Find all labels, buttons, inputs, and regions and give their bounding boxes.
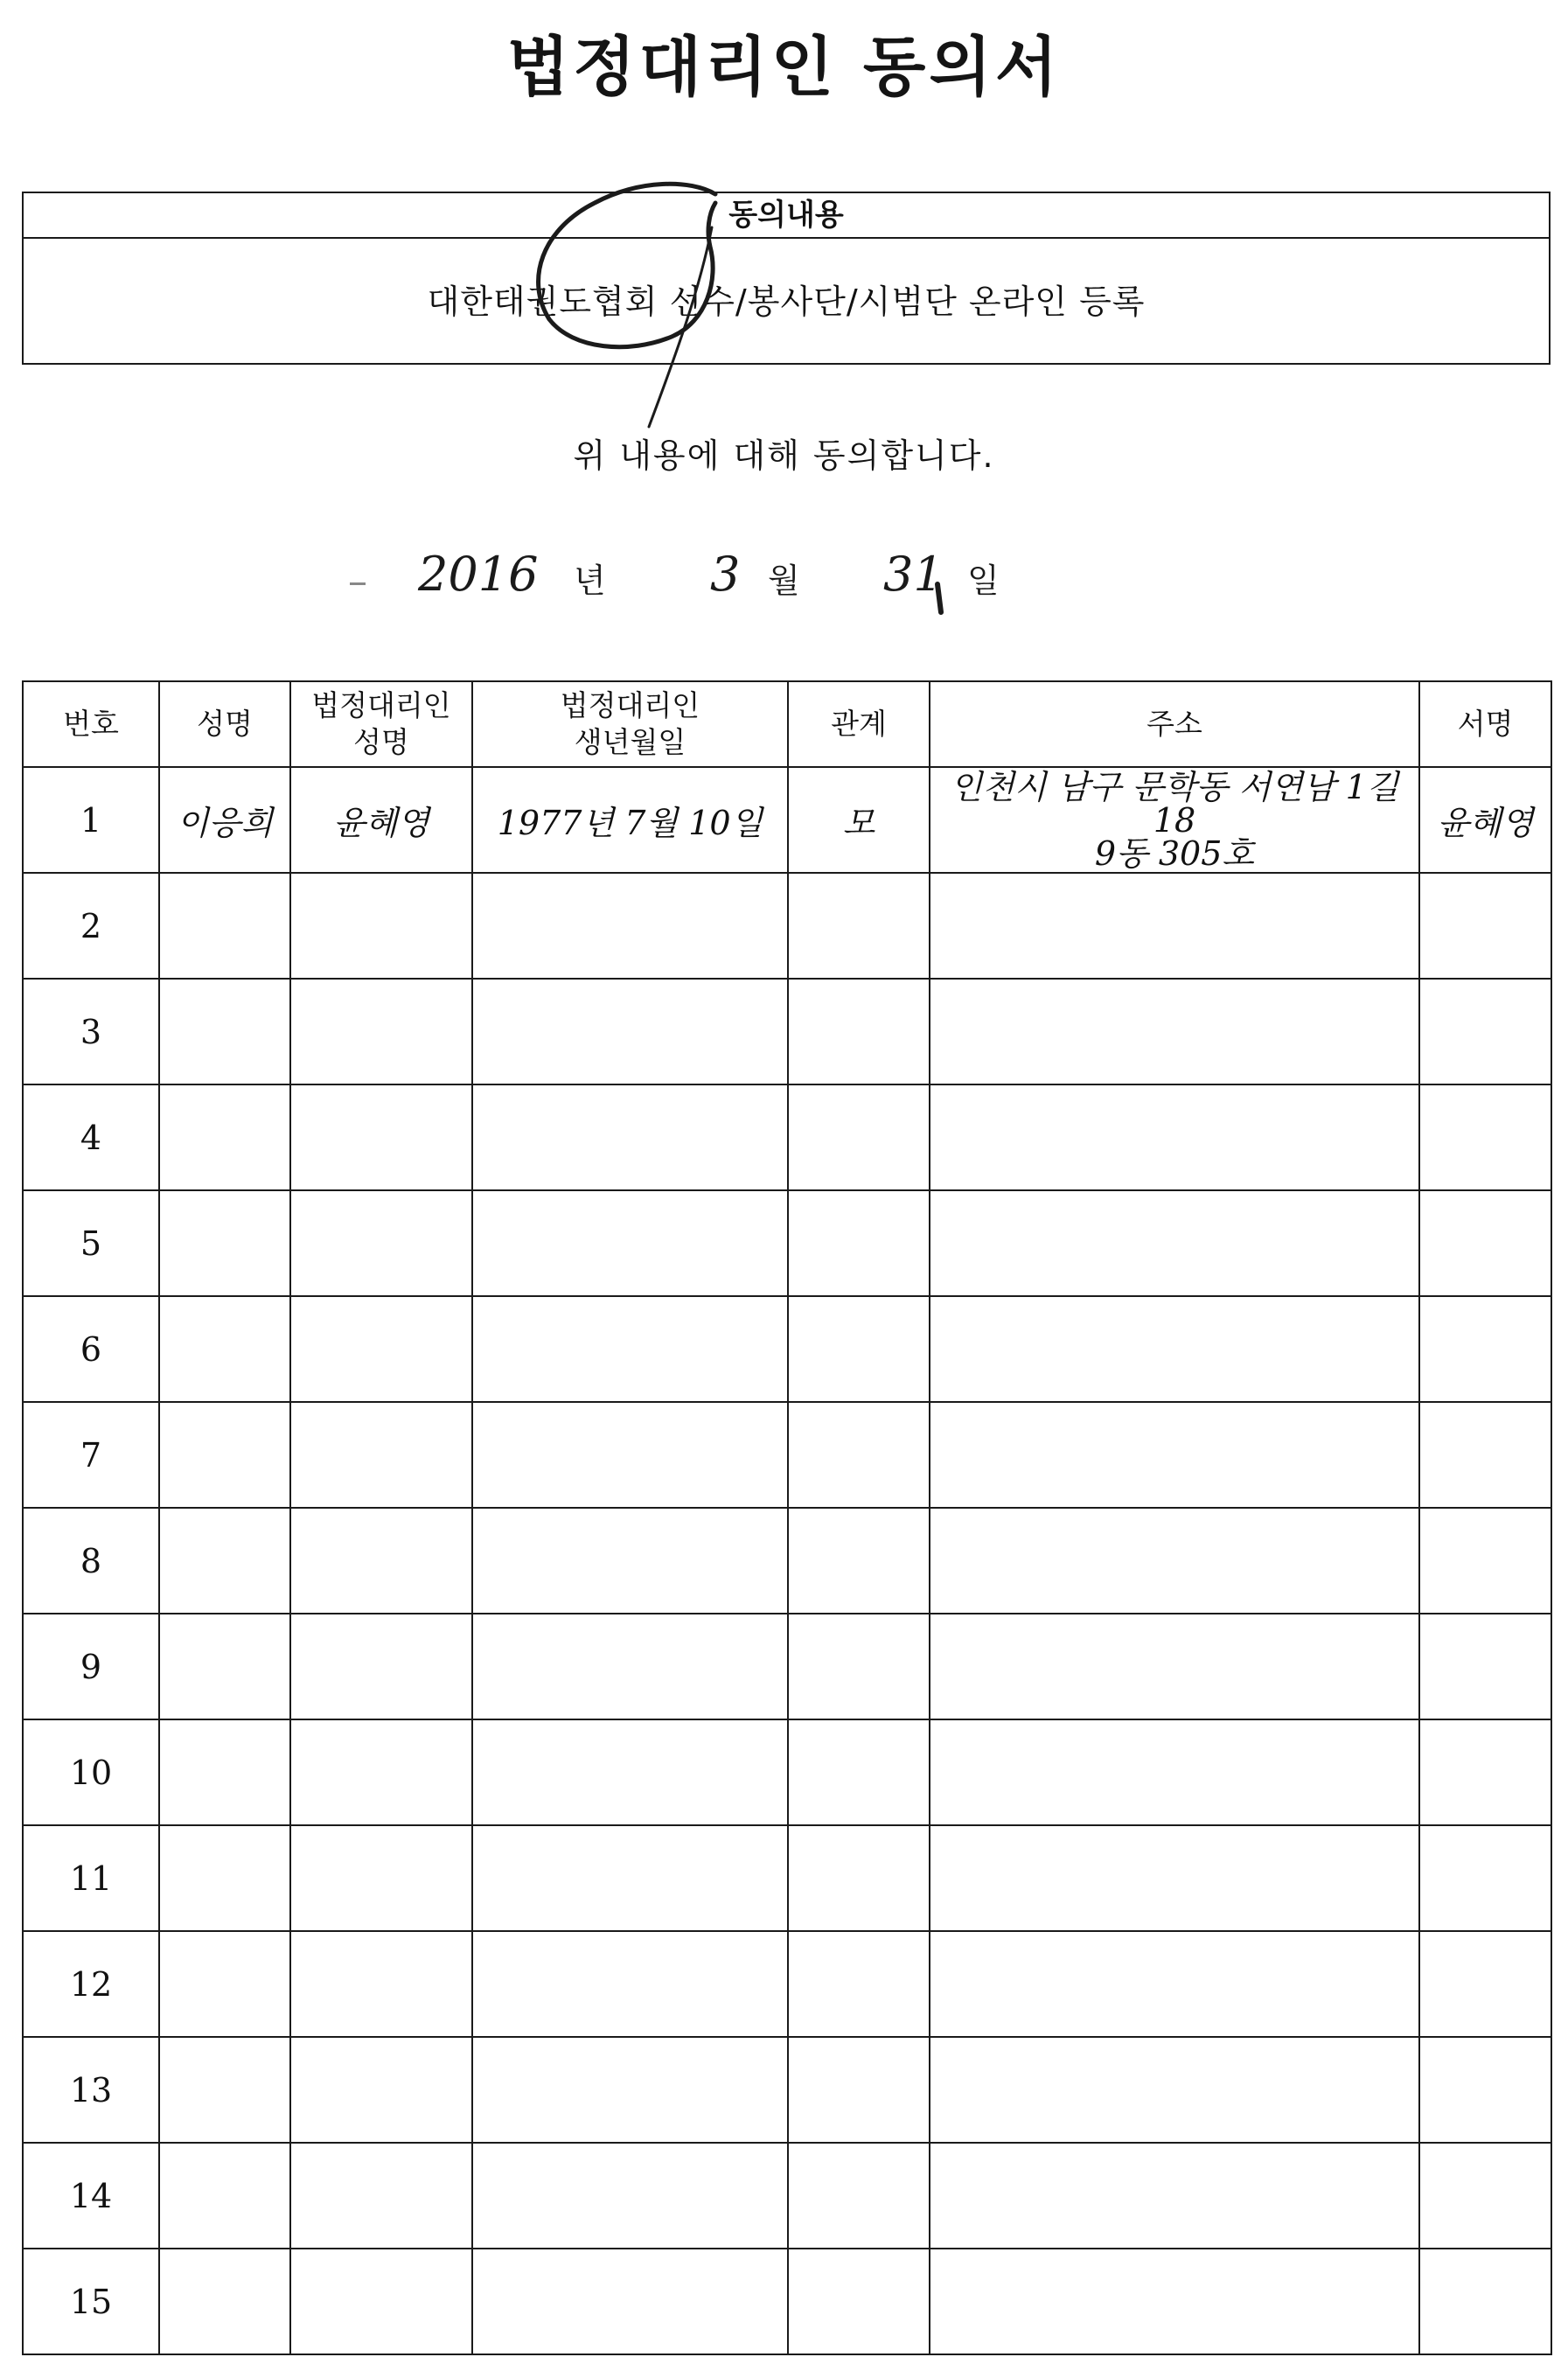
cell-guardian-name [290, 1508, 472, 1614]
cell-guardian-name [290, 1296, 472, 1402]
cell-guardian-name [290, 1719, 472, 1825]
cell-address [930, 1190, 1419, 1296]
cell-address [930, 767, 1419, 873]
header-no: 번호 [23, 681, 159, 767]
cell-signature [1419, 1719, 1551, 1825]
cell-relation [788, 1190, 930, 1296]
cell-signature [1419, 1296, 1551, 1402]
cell-relation [788, 2037, 930, 2143]
cell-guardian-name [290, 1931, 472, 2037]
cell-guardian-birth [472, 2037, 788, 2143]
table-row [23, 1084, 1551, 1190]
cell-relation [788, 873, 930, 979]
cell-relation [788, 1402, 930, 1508]
cell-signature [1419, 1508, 1551, 1614]
cell-guardian-name [290, 2037, 472, 2143]
cell-relation [788, 1719, 930, 1825]
cell-name [159, 2037, 290, 2143]
table-row [23, 1402, 1551, 1508]
cell-address [930, 1931, 1419, 2037]
cell-signature [1419, 1931, 1551, 2037]
cell-guardian-birth: 1977년 7월 10일 [472, 767, 788, 873]
cell-signature [1419, 2037, 1551, 2143]
header-signature: 서명 [1419, 681, 1551, 767]
cell-guardian-name [290, 1825, 472, 1931]
cell-guardian-name [290, 2249, 472, 2354]
header-guardian-birth-line2: 생년월일 [574, 725, 686, 759]
cell-no: 13 [23, 2037, 159, 2143]
cell-guardian-name [290, 1614, 472, 1719]
cell-signature [1419, 2249, 1551, 2354]
cell-no: 2 [23, 873, 159, 979]
cell-relation [788, 1931, 930, 2037]
cell-guardian-birth [472, 979, 788, 1084]
cell-address [930, 2037, 1419, 2143]
cell-address [930, 1614, 1419, 1719]
table-row [23, 1614, 1551, 1719]
cell-address-line1: 인천시 남구 문학동 서연남 1길 18 [950, 767, 1399, 840]
header-guardian-name [290, 681, 472, 767]
cell-signature [1419, 1190, 1551, 1296]
guardian-registration-table [22, 680, 1552, 2355]
cell-address [930, 2249, 1419, 2354]
table-row [23, 2143, 1551, 2249]
agreement-statement: 위 내용에 대해 동의합니다. [573, 436, 995, 475]
cell-no: 6 [23, 1296, 159, 1402]
cell-relation [788, 979, 930, 1084]
cell-guardian-birth [472, 1084, 788, 1190]
cell-name: 이응희 [159, 767, 290, 873]
cell-relation [788, 2249, 930, 2354]
cell-guardian-name [290, 2143, 472, 2249]
cell-no: 3 [23, 979, 159, 1084]
table-row [23, 767, 1551, 873]
cell-relation [788, 1084, 930, 1190]
cell-guardian-name [290, 1190, 472, 1296]
cell-guardian-birth [472, 1402, 788, 1508]
cell-relation [788, 1296, 930, 1402]
cell-guardian-birth [472, 1931, 788, 2037]
cell-address [930, 1084, 1419, 1190]
header-guardian-name-line2: 성명 [353, 725, 409, 759]
date-month-unit: 월 [768, 561, 800, 600]
cell-no: 9 [23, 1614, 159, 1719]
cell-guardian-name [290, 1402, 472, 1508]
table-row [23, 1296, 1551, 1402]
table-row [23, 1825, 1551, 1931]
consent-date [0, 538, 1568, 617]
cell-no: 15 [23, 2249, 159, 2354]
header-guardian-birth [472, 681, 788, 767]
date-day: 31 [883, 547, 944, 602]
cell-relation [788, 1614, 930, 1719]
consent-text: 대한태권도협회 선수/봉사단/시범단 온라인 등록 [427, 282, 1146, 321]
cell-guardian-name [290, 1084, 472, 1190]
table-row [23, 979, 1551, 1084]
table-row [23, 1508, 1551, 1614]
cell-address [930, 1825, 1419, 1931]
cell-name [159, 1719, 290, 1825]
cell-relation [788, 1825, 930, 1931]
cell-guardian-name: 윤혜영 [290, 767, 472, 873]
cell-name [159, 2249, 290, 2354]
cell-name [159, 1190, 290, 1296]
header-relation: 관계 [788, 681, 930, 767]
cell-no: 11 [23, 1825, 159, 1931]
cell-no: 4 [23, 1084, 159, 1190]
date-year: 2016 [418, 547, 539, 602]
table-row [23, 2249, 1551, 2354]
cell-name [159, 1402, 290, 1508]
cell-no: 5 [23, 1190, 159, 1296]
cell-relation [788, 1508, 930, 1614]
header-address: 주소 [930, 681, 1419, 767]
cell-guardian-birth [472, 873, 788, 979]
table-row [23, 2037, 1551, 2143]
table-row [23, 873, 1551, 979]
cell-signature [1419, 1084, 1551, 1190]
cell-name [159, 979, 290, 1084]
cell-name [159, 1084, 290, 1190]
cell-guardian-birth [472, 2143, 788, 2249]
cell-signature [1419, 1825, 1551, 1931]
cell-address [930, 1719, 1419, 1825]
cell-address [930, 1508, 1419, 1614]
table-row [23, 1190, 1551, 1296]
cell-no: 12 [23, 1931, 159, 2037]
cell-guardian-birth [472, 1190, 788, 1296]
cell-signature: 윤혜영 [1419, 767, 1551, 873]
cell-signature [1419, 873, 1551, 979]
cell-relation: 모 [788, 767, 930, 873]
header-name: 성명 [159, 681, 290, 767]
date-day-unit: 일 [967, 561, 1000, 600]
header-guardian-name-line1: 법정대리인 [311, 688, 451, 722]
cell-address [930, 1402, 1419, 1508]
cell-guardian-birth [472, 1614, 788, 1719]
cell-name [159, 873, 290, 979]
table-row [23, 1719, 1551, 1825]
cell-signature [1419, 1614, 1551, 1719]
cell-no: 10 [23, 1719, 159, 1825]
cell-guardian-birth [472, 1719, 788, 1825]
cell-relation [788, 2143, 930, 2249]
cell-guardian-birth [472, 1508, 788, 1614]
table-row [23, 1931, 1551, 2037]
cell-name [159, 2143, 290, 2249]
cell-address [930, 1296, 1419, 1402]
cell-address [930, 979, 1419, 1084]
consent-box [22, 192, 1551, 365]
cell-no: 7 [23, 1402, 159, 1508]
cell-name [159, 1614, 290, 1719]
cell-guardian-birth [472, 2249, 788, 2354]
cell-address [930, 873, 1419, 979]
cell-no: 8 [23, 1508, 159, 1614]
cell-guardian-name [290, 979, 472, 1084]
document-title: 법정대리인 동의서 [506, 30, 1062, 105]
cell-signature [1419, 979, 1551, 1084]
date-month: 3 [710, 547, 741, 602]
cell-address [930, 2143, 1419, 2249]
cell-guardian-birth [472, 1296, 788, 1402]
cell-name [159, 1825, 290, 1931]
date-year-unit: 년 [574, 561, 606, 600]
cell-no: 14 [23, 2143, 159, 2249]
cell-name [159, 1296, 290, 1402]
cell-no: 1 [23, 767, 159, 873]
cell-address-line2: 9동 305호 [1094, 833, 1255, 873]
table-header-row [23, 681, 1551, 767]
cell-signature [1419, 1402, 1551, 1508]
consent-header: 동의내용 [24, 193, 1549, 239]
cell-guardian-birth [472, 1825, 788, 1931]
cell-name [159, 1508, 290, 1614]
cell-name [159, 1931, 290, 2037]
cell-signature [1419, 2143, 1551, 2249]
cell-guardian-name [290, 873, 472, 979]
header-guardian-birth-line1: 법정대리인 [560, 688, 700, 722]
